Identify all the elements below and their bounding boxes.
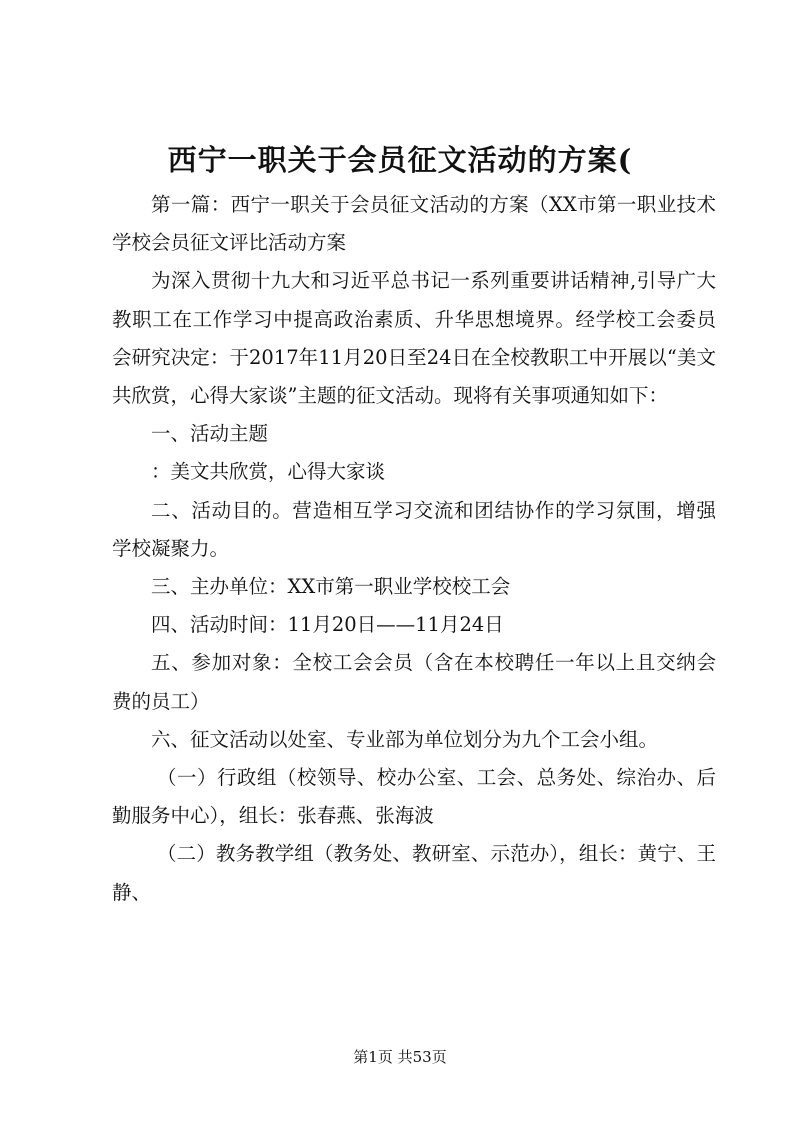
paragraph: 为深入贯彻十九大和习近平总书记一系列重要讲话精神,引导广大教职工在工作学习中提高政治素质、升华思想境界。经学校工会委员会研究决定：于2017年11月20日至24日在全校教职工中开展以“美文共欣赏，心得大家谈”主题的征文活动。现将有关事项通知如下： xyxy=(112,269,716,408)
paragraph: （二）教务教学组（教务处、教研室、示范办），组长：黄宁、王静、 xyxy=(112,842,716,904)
document-body xyxy=(112,186,716,912)
paragraph: 二、活动目的。营造相互学习交流和团结协作的学习氛围，增强学校凝聚力。 xyxy=(112,498,716,560)
paragraph: 第一篇：西宁一职关于会员征文活动的方案（XX市第一职业技术学校会员征文评比活动方案 xyxy=(112,193,716,255)
paragraph: 四、活动时间：11月20日——11月24日 xyxy=(151,613,504,637)
paragraph: ：美文共欣赏，心得大家谈 xyxy=(151,460,386,484)
paragraph: 五、参加对象：全校工会会员（含在本校聘任一年以上且交纳会费的员工） xyxy=(112,651,716,713)
paragraph: 一、活动主题 xyxy=(151,422,269,446)
page-number: 第1页 共53页 xyxy=(353,1048,447,1066)
paragraph: 六、征文活动以处室、专业部为单位划分为九个工会小组。 xyxy=(151,727,659,751)
paragraph: （一）行政组（校领导、校办公室、工会、总务处、综治办、后勤服务中心），组长：张春燕、张海波 xyxy=(112,766,716,828)
paragraph: 三、主办单位：XX市第一职业学校校工会 xyxy=(151,575,511,599)
document-title: 西宁一职关于会员征文活动的方案( xyxy=(167,143,633,177)
